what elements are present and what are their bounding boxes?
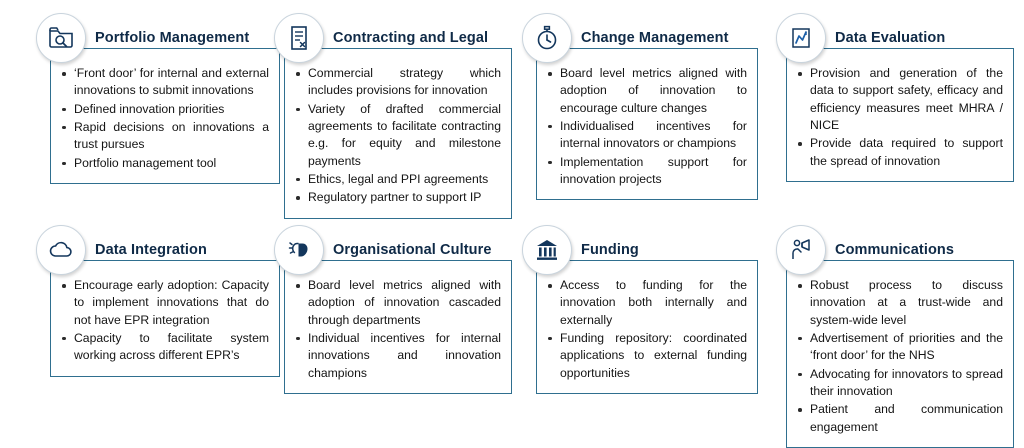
list-item: Portfolio management tool [59, 155, 269, 172]
list-item: Commercial strategy which includes provisions for innovation [293, 65, 501, 100]
section-title: Contracting and Legal [333, 30, 489, 46]
section-header [776, 14, 1024, 62]
section-body [536, 260, 758, 394]
section-title: Data Evaluation [835, 30, 946, 46]
list-item: Ethics, legal and PPI agreements [293, 171, 501, 188]
list-item: Patient and communication engagement [795, 401, 1003, 436]
section-body [50, 48, 280, 184]
section-body [50, 260, 280, 377]
section-contracting-and-legal[interactable] [260, 14, 512, 219]
section-body [786, 48, 1014, 182]
list-item: Access to funding for the innovation both internally and externally [545, 277, 747, 329]
section-title: Funding [581, 242, 639, 258]
list-item: Regulatory partner to support IP [293, 189, 501, 206]
list-item: Robust process to discuss innovation at a trust-wide and system-wide level [795, 277, 1003, 329]
list-item: Variety of drafted commercial agreements to facilitate contracting e.g. for equity and milestone payments [293, 101, 501, 170]
section-list [293, 65, 501, 207]
diagram-row-1 [0, 14, 1024, 219]
section-title: Organisational Culture [333, 242, 492, 258]
section-list [795, 65, 1003, 170]
section-portfolio-management[interactable] [0, 14, 269, 219]
list-item: Provide data required to support the spread of innovation [795, 135, 1003, 170]
section-header [522, 226, 764, 274]
list-item: Capacity to facilitate system working across different EPR’s [59, 330, 269, 365]
section-title: Portfolio Management [95, 30, 250, 46]
list-item: ‘Front door’ for internal and external innovations to submit innovations [59, 65, 269, 100]
section-list [59, 277, 269, 365]
section-title: Data Integration [95, 242, 207, 258]
section-data-evaluation[interactable] [764, 14, 1024, 219]
diagram-row-2 [0, 226, 1024, 448]
section-header [36, 226, 260, 274]
section-communications[interactable] [764, 226, 1024, 448]
section-list [545, 65, 747, 188]
section-data-integration[interactable] [0, 226, 269, 448]
stopwatch-icon [522, 13, 572, 63]
section-change-management[interactable] [512, 14, 764, 219]
list-item: Board level metrics aligned with adoption of innovation to encourage culture changes [545, 65, 747, 117]
section-body [786, 260, 1014, 448]
list-item: Rapid decisions on innovations a trust pursues [59, 119, 269, 154]
section-header [36, 14, 260, 62]
contract-document-icon [274, 13, 324, 63]
section-header [274, 14, 512, 62]
section-header [776, 226, 1024, 274]
section-body [284, 48, 512, 219]
list-item: Board level metrics aligned with adoption of innovation cascaded through departments [293, 277, 501, 329]
bank-icon [522, 225, 572, 275]
section-title: Communications [835, 242, 955, 258]
section-header [522, 14, 764, 62]
section-list [795, 277, 1003, 436]
cloud-icon [36, 225, 86, 275]
megaphone-person-icon [776, 225, 826, 275]
section-body [536, 48, 758, 200]
section-funding[interactable] [512, 226, 764, 448]
list-item: Defined innovation priorities [59, 101, 269, 118]
section-title: Change Management [581, 30, 729, 46]
section-list [59, 65, 269, 172]
list-item: Individualised incentives for internal innovators or champions [545, 118, 747, 153]
folder-search-icon [36, 13, 86, 63]
list-item: Implementation support for innovation projects [545, 154, 747, 189]
line-chart-icon [776, 13, 826, 63]
list-item: Encourage early adoption: Capacity to implement innovations that do not have EPR integration [59, 277, 269, 329]
section-list [293, 277, 501, 382]
list-item: Funding repository: coordinated applications to external funding opportunities [545, 330, 747, 382]
list-item: Advocating for innovators to spread their innovation [795, 366, 1003, 401]
section-header [274, 226, 512, 274]
brain-idea-icon [274, 225, 324, 275]
list-item: Individual incentives for internal innovations and innovation champions [293, 330, 501, 382]
list-item: Advertisement of priorities and the ‘front door’ for the NHS [795, 330, 1003, 365]
section-organisational-culture[interactable] [260, 226, 512, 448]
section-body [284, 260, 512, 394]
section-list [545, 277, 747, 382]
list-item: Provision and generation of the data to support safety, efficacy and efficiency measures meet MHRA / NICE [795, 65, 1003, 134]
